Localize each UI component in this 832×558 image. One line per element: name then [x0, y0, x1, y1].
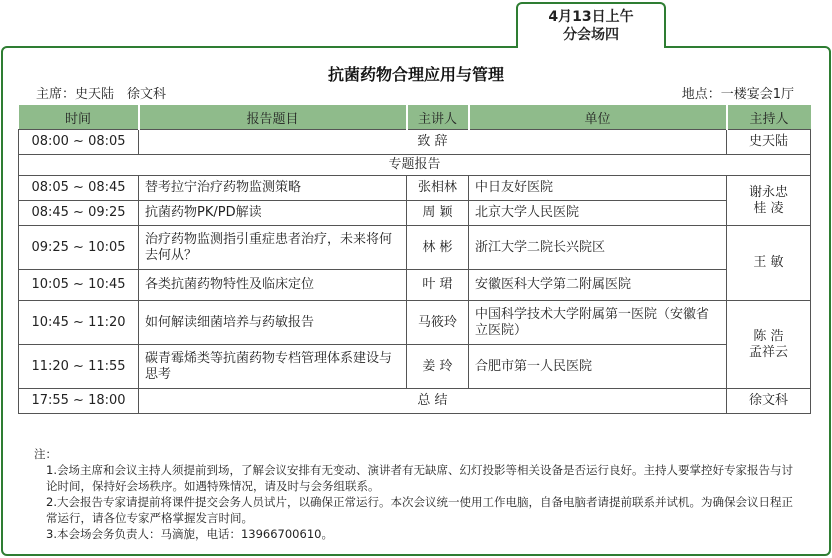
speaker-cell: 叶 珺 — [407, 270, 469, 301]
host-name: 谢永忠 — [748, 184, 788, 200]
header-title: 报告题目 — [139, 105, 407, 130]
venue-info: 地点：一楼宴会1厅 — [681, 87, 794, 102]
host-cell: 王 敏 — [727, 226, 811, 301]
header-speaker: 主讲人 — [407, 105, 469, 130]
session-venue-label: 分会场四 — [563, 27, 619, 43]
session-date: 4月13日上午 — [548, 9, 634, 25]
header-host: 主持人 — [727, 105, 811, 130]
time-cell: 17:55 ~ 18:00 — [19, 389, 139, 414]
title-cell: 治疗药物监测指引重症患者治疗，未来将何去何从？ — [139, 226, 407, 270]
time-cell: 08:05 ~ 08:45 — [19, 176, 139, 201]
title-cell: 如何解读细菌培养与药敏报告 — [139, 301, 407, 345]
unit-cell: 浙江大学二院长兴院区 — [469, 226, 727, 270]
section-row — [19, 155, 811, 176]
host-cell — [727, 176, 811, 226]
notes-label: 注： — [34, 447, 57, 461]
header-unit: 单位 — [469, 105, 727, 130]
speaker-cell: 周 颖 — [407, 201, 469, 226]
table-row — [19, 389, 811, 414]
table-row — [19, 201, 811, 226]
time-cell: 10:05 ~ 10:45 — [19, 270, 139, 301]
speaker-cell: 姜 玲 — [407, 345, 469, 389]
unit-cell: 合肥市第一人民医院 — [469, 345, 727, 389]
unit-cell: 安徽医科大学第二附属医院 — [469, 270, 727, 301]
time-cell: 08:00 ~ 08:05 — [19, 130, 139, 155]
title-cell: 替考拉宁治疗药物监测策略 — [139, 176, 407, 201]
table-header-row — [19, 105, 811, 130]
schedule-table — [18, 105, 811, 414]
table-row — [19, 226, 811, 270]
unit-cell: 中国科学技术大学附属第一医院（安徽省立医院） — [469, 301, 727, 345]
chair-info: 主席：史天陆 徐文科 — [36, 87, 167, 102]
host-name: 孟祥云 — [748, 344, 788, 360]
unit-cell: 中日友好医院 — [469, 176, 727, 201]
time-cell: 10:45 ~ 11:20 — [19, 301, 139, 345]
time-cell: 09:25 ~ 10:05 — [19, 226, 139, 270]
time-cell: 08:45 ~ 09:25 — [19, 201, 139, 226]
unit-cell: 北京大学人民医院 — [469, 201, 727, 226]
closing-cell: 总 结 — [139, 389, 727, 414]
host-name: 陈 浩 — [753, 328, 784, 344]
speaker-cell: 林 彬 — [407, 226, 469, 270]
note-item: 3.本会场会务负责人：马滴旎，电话：13966700610。 — [46, 527, 333, 541]
host-cell: 史天陆 — [727, 130, 811, 155]
speaker-cell: 马筱玲 — [407, 301, 469, 345]
table-row — [19, 270, 811, 301]
notes — [34, 446, 804, 542]
host-cell: 徐文科 — [727, 389, 811, 414]
speaker-cell: 张相林 — [407, 176, 469, 201]
title-cell: 各类抗菌药物特性及临床定位 — [139, 270, 407, 301]
session-tab — [516, 2, 666, 48]
title-cell: 抗菌药物PK/PD解读 — [139, 201, 407, 226]
note-item: 2.大会报告专家请提前将课件提交会务人员试片，以确保正常运行。本次会议统一使用工作电脑，自备电脑者请提前联系并试机。为确保会议日程正常运行，请各位专家严格掌握发言时间。 — [46, 495, 793, 525]
host-cell — [727, 301, 811, 389]
table-row — [19, 345, 811, 389]
section-title: 专题报告 — [19, 155, 811, 176]
page-title: 抗菌药物合理应用与管理 — [327, 65, 504, 84]
table-row — [19, 130, 811, 155]
table-row — [19, 176, 811, 201]
time-cell: 11:20 ~ 11:55 — [19, 345, 139, 389]
note-item: 1.会场主席和会议主持人须提前到场，了解会议安排有无变动、演讲者有无缺席、幻灯投影等相关设备是否运行良好。主持人要掌控好专家报告与讨论时间，保持好会场秩序。如遇特殊情况，请及时与会务组联系。 — [46, 463, 793, 493]
host-name: 桂 凌 — [753, 200, 784, 216]
table-row — [19, 301, 811, 345]
title-cell: 碳青霉烯类等抗菌药物专档管理体系建设与思考 — [139, 345, 407, 389]
header-time: 时间 — [19, 105, 139, 130]
opening-cell: 致 辞 — [139, 130, 727, 155]
